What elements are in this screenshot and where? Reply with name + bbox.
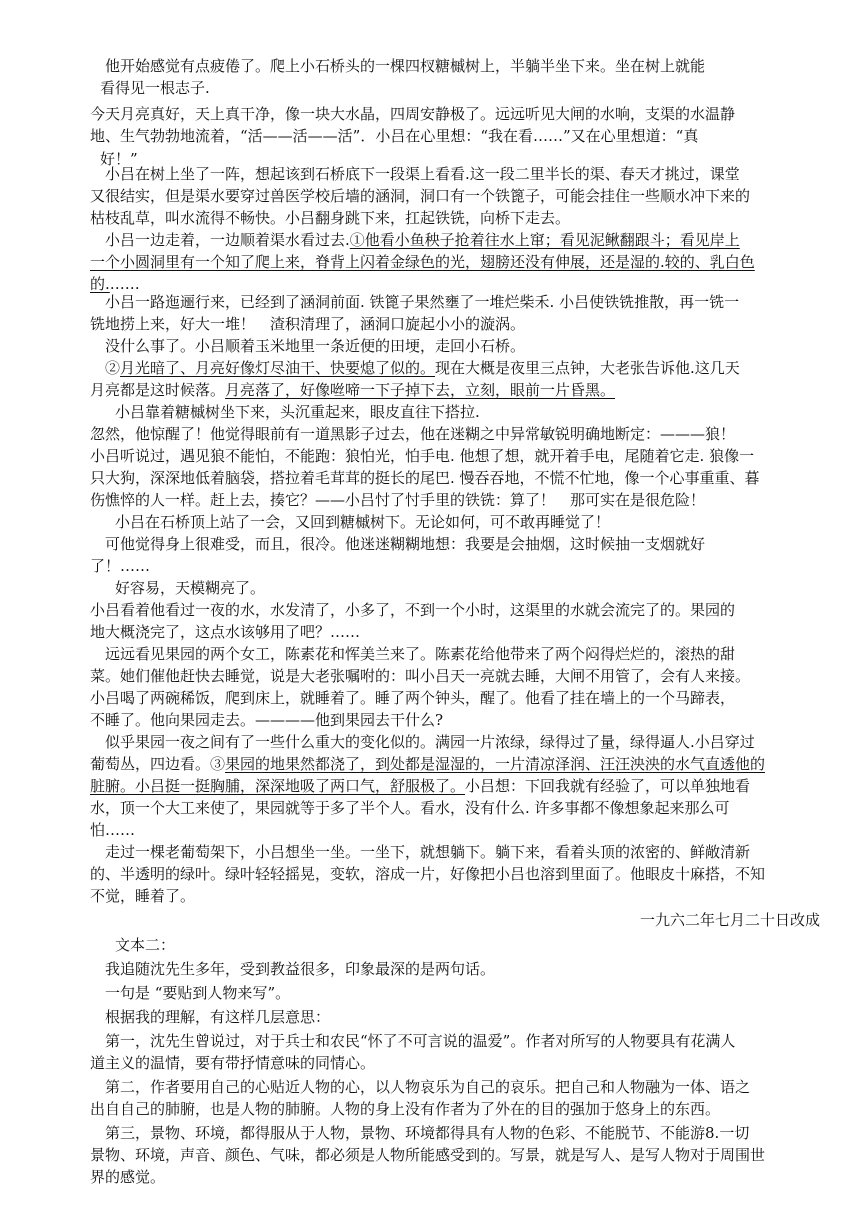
text-line — [90, 643, 820, 665]
text-run: 小吕一路迤逦行来，已经到了涵洞前面. 铁篦子果然壅了一堆烂柴禾. 小吕使铁铣推散，再一铣一 — [90, 293, 740, 311]
text-run: 小吕一边走着，一边顺着渠水看过去. — [90, 231, 350, 249]
text-run: 文本二： — [100, 936, 176, 954]
text-line — [90, 185, 820, 207]
underlined-sentence: 一个小圆洞里有一个知了爬上来，脊背上闪着金绿色的光，翅膀还没有伸展，还是湿的.较的、乳白色 — [90, 253, 755, 271]
text-run: 菜。她们催他赶快去睡觉，说是大老张嘱咐的：叫小吕天一亮就去睡，大闸不用管了，会有人来接。 — [90, 667, 751, 685]
text-run: 月亮都是这时候落。 — [90, 381, 226, 399]
text-line — [90, 599, 820, 621]
text-run: 可他觉得身上很难受，而且，很冷。他迷迷糊糊地想：我要是会抽烟，这时候抽一支烟就好 — [90, 535, 706, 553]
text-run: 的、半透明的绿叶。绿叶轻轻摇晃，变软，溶成一片，好像把小吕也溶到里面了。他眼皮十麻搭，不知 — [90, 865, 766, 883]
underlined-sentence: 月亮落了，好像咝啼一下子掉下去，立刻，眼前一片昏黑。 — [225, 381, 616, 399]
text-line — [90, 445, 820, 467]
text-line — [90, 775, 820, 797]
text-run: 小吕看着他看过一夜的水，水发清了，小多了，不到一个小时，这渠里的水就会流完了的。果园的 — [90, 601, 736, 619]
text-run: ② — [90, 359, 121, 377]
text-run: 小吕在石桥顶上站了一会，又回到糖槭树下。无论如何，可不敢再睡觉了！ — [100, 513, 611, 531]
text-run: 小吕喝了两碗稀饭，爬到床上，就睡着了。睡了两个钟头，醒了。他看了挂在墙上的一个马蹄表， — [90, 689, 736, 707]
text-run: 水，顶一个大工来使了，果园就等于多了半个人。看水，没有什么. 许多事都不像想象起来那么可 — [90, 799, 730, 817]
text-line — [90, 1144, 820, 1166]
text-line — [100, 401, 830, 423]
text-run: 今天月亮真好，天上真干净，像一块大水晶，四周安静极了。远远听见大闸的水响，支渠的水温静 — [90, 105, 736, 123]
text-line — [90, 251, 820, 273]
text-line — [90, 125, 820, 147]
section-heading — [100, 934, 830, 956]
text-run: 不睡了。他向果园走去。————他到果园去干什么? — [90, 711, 444, 729]
underlined-sentence: 果园的地果然都浇了，到处都是湿湿的，一片清凉泽润、汪汪泱泱的水气直透他的 — [225, 755, 766, 773]
text-run: 现在大概是夜里三点钟，大老张告诉他.这几天 — [435, 359, 740, 377]
text-run: 枯枝乱草，叫水流得不畅快。小吕翻身跳下来，扛起铁铣，向桥下走去。 — [90, 209, 571, 227]
text-line — [90, 863, 820, 885]
text-line — [100, 77, 830, 99]
date-line — [90, 909, 820, 931]
text-line — [90, 335, 820, 357]
text-line — [90, 958, 820, 980]
text-run: 小吕听说过，遇见狼不能怕，不能跑：狼怕光，怕手电. 他想了想，就开着手电，尾随着它走. 狼像一 — [90, 447, 755, 465]
underlined-sentence: ①他看小鱼秧子抢着往水上窜；看见泥鳅翻跟斗；看见岸上 — [349, 231, 740, 249]
text-line — [90, 229, 820, 251]
text-run: 小吕靠着糖槭树坐下来，头沉重起来，眼皮直往下搭拉. — [100, 403, 480, 421]
text-run: 他开始感觉有点疲倦了。爬上小石桥头的一棵四杈糖槭树上，半躺半坐下来。坐在树上就能 — [90, 57, 706, 75]
text-line — [90, 533, 820, 555]
text-line — [90, 291, 820, 313]
text-run: 铣地捞上来，好大一堆！ 渣积清理了，涵洞口旋起小小的漩涡。 — [90, 315, 526, 333]
text-line — [90, 797, 820, 819]
text-run: 看得见一根志子. — [100, 79, 210, 97]
text-run: 远远看见果园的两个女工，陈素花和恽美兰来了。陈素花给他带来了两个闷得烂烂的，滚热的甜 — [90, 645, 736, 663]
text-run: 走过一棵老葡萄架下，小吕想坐一坐。一坐下，就想躺下。躺下来，看着头顶的浓密的、鲜敞清新 — [90, 843, 751, 861]
text-run: 第三，景物、环境，都得服从于人物，景物、环境都得具有人物的色彩、不能脱节、不能游8.一切 — [90, 1124, 750, 1142]
text-line — [90, 379, 820, 401]
text-run: 地大概浇完了，这点水该够用了吧？…… — [90, 623, 361, 641]
text-line — [90, 357, 820, 379]
text-line — [100, 577, 830, 599]
text-run: 葡萄丛，四边看。③ — [90, 755, 226, 773]
text-run: 道主义的温情，要有带抒情意味的同情心。 — [90, 1054, 376, 1072]
text-line — [90, 1122, 820, 1144]
text-run: 好！” — [100, 150, 138, 168]
text-line — [90, 841, 820, 863]
text-line — [90, 1030, 820, 1052]
text-line — [90, 1052, 820, 1074]
underlined-sentence: 月光暗了、月亮好像灯尽油干、快要熄了似的。 — [120, 359, 436, 377]
text-run: 一句是 “要贴到人物来写”。 — [90, 984, 291, 1002]
text-line — [90, 819, 820, 841]
text-run: 根据我的理解，有这样几层意思： — [90, 1008, 331, 1026]
text-line — [90, 489, 820, 511]
text-line — [90, 423, 820, 445]
underlined-sentence: 脏腑。小吕挺一挺胸脯，深深地吸了两口气，舒服极了。 — [90, 777, 466, 795]
text-run: 怕…… — [90, 821, 136, 839]
text-line — [90, 1006, 820, 1028]
text-run: 又很结实，但是渠水要穿过兽医学校后墙的涵洞，洞口有一个铁篦子，可能会挂住一些顺水冲下来的 — [90, 187, 751, 205]
text-run: 出自自己的肺腑，也是人物的肺腑。人物的身上没有作者为了外在的目的强加于悠身上的东西。 — [90, 1100, 721, 1118]
text-line — [90, 1076, 820, 1098]
text-line — [90, 731, 820, 753]
text-run: 地、生气勃勃地流着，“活——活——活”．小吕在心里想：“我在看……”又在心里想道：“真 — [90, 127, 699, 145]
text-run: 小吕在树上坐了一阵，想起该到石桥底下一段渠上看看.这一段二里半长的渠、春天才挑过，课堂 — [90, 165, 740, 183]
text-line — [90, 207, 820, 229]
text-run: 了！…… — [90, 557, 151, 575]
text-line — [90, 1098, 820, 1120]
text-run: 小吕想：下回我就有经验了，可以单独地看 — [465, 777, 751, 795]
underlined-sentence: 的. — [90, 275, 110, 293]
text-line — [90, 555, 820, 577]
text-line — [90, 665, 820, 687]
text-run: 伤憔悴的人一样。赶上去，揍它？——小吕忖了忖手里的铁铣：算了！ 那可实在是很危险！ — [90, 491, 706, 509]
text-run: 景物、环境，声音、颜色、气味，都必须是人物所能感受到的。写景，就是写人、是写人物对于周围世 — [90, 1146, 766, 1164]
text-run: 第二，作者要用自己的心贴近人物的心，以人物哀乐为自己的哀乐。把自己和人物融为一体、语之 — [90, 1078, 751, 1096]
text-line — [100, 511, 830, 533]
text-run: 没什么事了。小吕顺着玉米地里一条近便的田埂，走回小石桥。 — [90, 337, 526, 355]
text-line — [90, 103, 820, 125]
text-line — [90, 163, 820, 185]
text-line — [90, 753, 820, 775]
text-run: 我追随沈先生多年，受到教益很多，印象最深的是两句话。 — [90, 960, 496, 978]
text-run: 不觉，睡着了。 — [90, 887, 196, 905]
date-text: 一九六二年七月二十日改成 — [639, 911, 820, 929]
text-line — [90, 982, 820, 1004]
text-run: …… — [109, 275, 140, 293]
text-run: 好容易，天模糊亮了。 — [100, 579, 266, 597]
text-run: 只大狗，深深地低着脑袋，搭拉着毛茸茸的挺长的尾巴. 慢吞吞地，不慌不忙地，像一个心事重重、暮 — [90, 469, 760, 487]
text-line — [90, 687, 820, 709]
text-line — [90, 1166, 820, 1188]
text-line — [90, 313, 820, 335]
text-line — [90, 709, 820, 731]
text-run: 界的感觉。 — [90, 1168, 166, 1186]
text-run: 第一，沈先生曾说过，对于兵士和农民“怀了不可言说的温爱”。作者对所写的人物要具有花满人 — [90, 1032, 736, 1050]
text-line — [90, 621, 820, 643]
text-line — [90, 885, 820, 907]
text-run: 忽然，他惊醒了！他觉得眼前有一道黑影子过去，他在迷糊之中异常敏锐明确地断定：———狼！ — [90, 425, 736, 443]
text-run: 似乎果园一夜之间有了一些什么重大的变化似的。满园一片浓绿，绿得过了量，绿得逼人.小吕穿过 — [90, 733, 755, 751]
text-line — [90, 55, 820, 77]
text-line — [90, 467, 820, 489]
